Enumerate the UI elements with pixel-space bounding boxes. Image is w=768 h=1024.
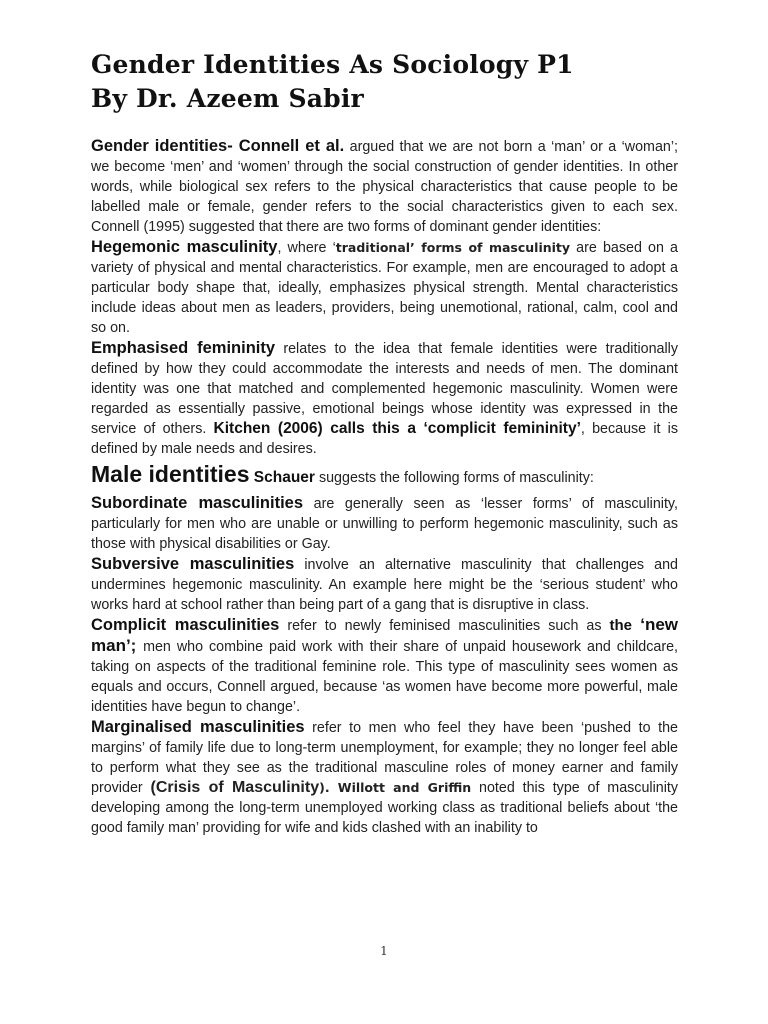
paragraph-text: argued that we are not born a ‘man’ or a ‘woman’; we become ‘men’ and ‘women’ through the social construction of gender identities. In other words, while biological sex refers to the physical characteristics that cause people to be labelled male or female, gender refers to the social characteristics given to each sex. Connell (1995) suggested that there are two forms of dominant gender identities: [91, 139, 678, 235]
author-willott-griffin: Willott and Griffin [329, 780, 472, 795]
author-schauer: Schauer [249, 469, 315, 486]
term-subordinate-masculinities: Subordinate masculinities [91, 494, 304, 512]
emphasis-kitchen-quote: Kitchen (2006) calls this a ‘complicit femininity’ [213, 420, 581, 437]
paragraph-subordinate [91, 493, 678, 554]
paragraph-text: refer to newly feminised masculinities such as [279, 618, 610, 634]
closing-punctuation: ). [319, 780, 330, 795]
paragraph-text: men who combine paid work with their share of unpaid housework and childcare, taking on aspects of the traditional feminine role. This type of masculinity sees women as equals and occurs, Connell argued, because ‘as women have become more powerful, male identities have begun to change’. [91, 639, 678, 715]
term-subversive-masculinities: Subversive masculinities [91, 555, 295, 573]
paragraph-text: relates to the idea that female identities were traditionally defined by how they could accommodate the interests and needs of men. The dominant identity was one that matched and complemented hegemonic masculinity. Women were regarded as essentially passive, emotional beings whose identity was expressed in the service of others. [91, 341, 678, 437]
paragraph-text: , because it is defined by male needs and desires. [91, 421, 678, 457]
emphasis-crisis-of-masculinity: (Crisis of Masculinity [150, 779, 320, 796]
emphasis-new-man: ‘new man’; [91, 615, 679, 655]
heading-male-identities: Male identities [91, 461, 250, 487]
page-number: 1 [380, 944, 388, 958]
emphasis-traditional-forms: traditional’ forms of masculinity [335, 240, 571, 255]
paragraph-text: refer to men who feel they have been ‘pushed to the margins’ of family life due to long-term unemployment, for example; they no longer feel able to perform what they see as the traditional masculine roles of money earner and family provider [91, 720, 678, 796]
paragraph-text: involve an alternative masculinity that challenges and undermines hegemonic masculinity. An example here might be the ‘serious student’ who works hard at school rather than being part of a gang that is disruptive in class. [91, 557, 678, 613]
title-block [91, 48, 678, 116]
document-author: By Dr. Azeem Sabir [91, 84, 364, 113]
paragraph-text: noted this type of masculinity developing among the long-term unemployed working class as traditional beliefs about ‘the good family man’ providing for wife and kids clashed with an inability to [91, 780, 678, 836]
term-complicit-masculinities: Complicit masculinities [91, 616, 280, 634]
paragraph-hegemonic [91, 237, 678, 338]
paragraph-gender-identities [91, 136, 678, 237]
term-marginalised-masculinities: Marginalised masculinities [91, 718, 305, 736]
paragraph-emphasised [91, 338, 678, 459]
term-hegemonic-masculinity: Hegemonic masculinity [91, 238, 278, 256]
term-gender-identities: Gender identities- Connell et al. [91, 137, 345, 155]
paragraph-text: are based on a variety of physical and mental characteristics. For example, men are encouraged to adopt a particular body shape that, ideally, emphasizes physical strength. Mental characteristics include ideas about men as leaders, providers, being unemotional, rational, calm, cool and so on. [91, 240, 678, 336]
paragraph-subversive [91, 554, 678, 615]
paragraph-text: suggests the following forms of masculinity: [314, 470, 594, 486]
document-title: Gender Identities As Sociology P1 [91, 50, 574, 79]
emphasis-the: the [609, 617, 641, 634]
paragraph-text: , where ‘ [277, 240, 336, 256]
paragraph-marginalised [91, 717, 678, 838]
paragraph-male-identities [91, 459, 678, 493]
paragraph-text: are generally seen as ‘lesser forms’ of masculinity, particularly for men who are unable or unwilling to perform hegemonic masculinity, such as those with physical disabilities or Gay. [91, 496, 678, 552]
document-page [91, 48, 678, 838]
term-emphasised-femininity: Emphasised femininity [91, 339, 276, 357]
paragraph-complicit [91, 615, 678, 717]
